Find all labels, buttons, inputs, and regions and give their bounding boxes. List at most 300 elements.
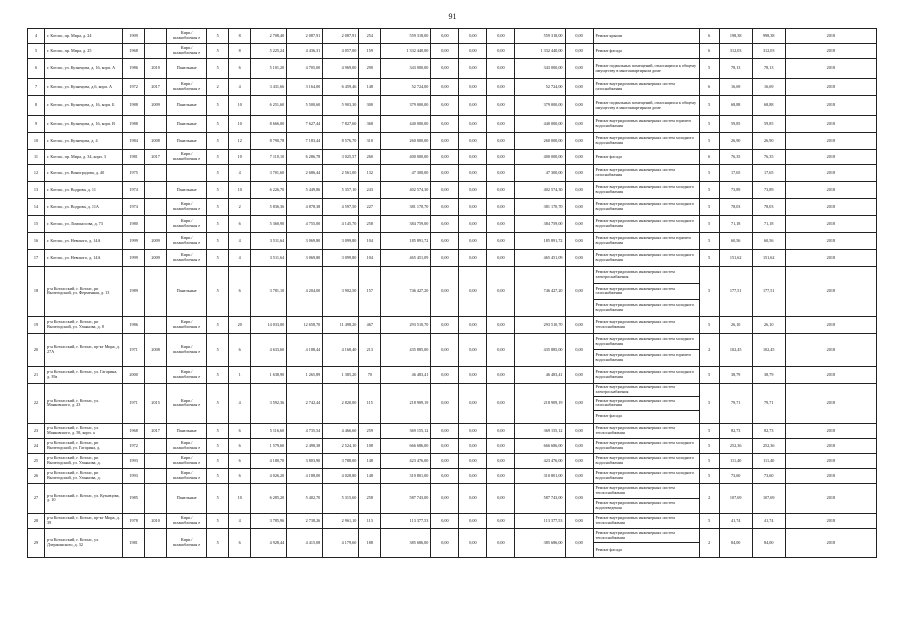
work-type-cell: Ремонт внутридомовых инженерных систем холодного водоснабжения bbox=[593, 250, 699, 267]
max-unit-cost-cell: 60,56 bbox=[752, 233, 785, 250]
work-type-cell: Ремонт внутридомовых инженерных систем теплоснабжения bbox=[593, 528, 699, 543]
floors-cell: 5 bbox=[207, 133, 229, 150]
repair-type-code-cell: 6 bbox=[699, 79, 719, 96]
repair-cost-cell: 402 574,30 bbox=[381, 182, 431, 199]
floors-cell: 5 bbox=[207, 316, 229, 333]
federal-fund-cell: 0,00 bbox=[431, 316, 459, 333]
entrances-cell: 4 bbox=[229, 250, 251, 267]
address-cell: г. Котлас, ул. Невского, д. 14А bbox=[45, 250, 123, 267]
renovation-year-cell bbox=[145, 528, 167, 557]
total-area-cell: 4 026,20 bbox=[251, 468, 287, 483]
owners-funds-cell: 113 377,53 bbox=[515, 513, 565, 528]
local-budget-cell: 0,00 bbox=[487, 29, 515, 44]
total-area-cell: 5 836,36 bbox=[251, 199, 287, 216]
owned-area-cell: 3 099,80 bbox=[323, 250, 359, 267]
work-type-cell: Ремонт внутридомовых инженерных систем теплоснабжения bbox=[593, 483, 699, 498]
owners-funds-cell: 402 574,30 bbox=[515, 182, 565, 199]
max-unit-cost-cell: 59,85 bbox=[752, 116, 785, 133]
owned-area-cell: 4 179,60 bbox=[323, 528, 359, 557]
regional-budget-cell: 0,00 bbox=[459, 383, 487, 423]
owned-area-cell: 7 827,60 bbox=[323, 116, 359, 133]
repair-cost-cell: 218 909,19 bbox=[381, 383, 431, 423]
renovation-year-cell: 2009 bbox=[145, 233, 167, 250]
renovation-year-cell bbox=[145, 267, 167, 317]
row-number-cell: 13 bbox=[28, 182, 45, 199]
repair-cost-cell: 185 891,72 bbox=[381, 233, 431, 250]
local-budget-cell: 0,00 bbox=[487, 59, 515, 79]
repair-cost-cell: 46 483,41 bbox=[381, 366, 431, 383]
wall-material-cell: Панельные bbox=[167, 116, 207, 133]
other-funds-cell: 0,00 bbox=[565, 59, 593, 79]
local-budget-cell: 0,00 bbox=[487, 116, 515, 133]
address-cell: р-н Котласский, г. Котлас, рп Вычегодский, ул. Ульянова, д. 8 bbox=[45, 316, 123, 333]
owned-area-cell: 11 498,20 bbox=[323, 316, 359, 333]
federal-fund-cell: 0,00 bbox=[431, 44, 459, 59]
work-type-cell: Ремонт внутридомовых инженерных систем холодного водоснабжения bbox=[593, 182, 699, 199]
max-unit-cost-cell: 68,88 bbox=[752, 96, 785, 116]
living-area-cell: 4 188,44 bbox=[287, 333, 323, 366]
build-year-cell: 1972 bbox=[123, 79, 145, 96]
table-row bbox=[28, 216, 877, 233]
repair-type-code-cell: 5 bbox=[699, 165, 719, 182]
entrances-cell: 6 bbox=[229, 528, 251, 557]
owners-funds-cell: 400 000,00 bbox=[515, 150, 565, 165]
living-area-cell: 6 286,78 bbox=[287, 150, 323, 165]
entrances-cell: 6 bbox=[229, 423, 251, 438]
row-number-cell: 18 bbox=[28, 267, 45, 317]
federal-fund-cell: 0,00 bbox=[431, 438, 459, 453]
renovation-year-cell: 2008 bbox=[145, 333, 167, 366]
row-number-cell: 15 bbox=[28, 216, 45, 233]
floors-cell: 5 bbox=[207, 199, 229, 216]
floors-cell: 5 bbox=[207, 29, 229, 44]
wall-material-cell: Панельные bbox=[167, 59, 207, 79]
residents-cell: 148 bbox=[359, 79, 381, 96]
living-area-cell: 4 735,54 bbox=[287, 423, 323, 438]
owned-area-cell: 4 168,40 bbox=[323, 333, 359, 366]
residents-cell: 243 bbox=[359, 182, 381, 199]
floors-cell: 5 bbox=[207, 96, 229, 116]
table-row bbox=[28, 453, 877, 468]
residents-cell: 115 bbox=[359, 383, 381, 423]
regional-budget-cell: 0,00 bbox=[459, 468, 487, 483]
total-area-cell: 5 101,20 bbox=[251, 59, 287, 79]
renovation-year-cell bbox=[145, 44, 167, 59]
work-type-cell: Ремонт внутридомовых инженерных систем горячего водоснабжения bbox=[593, 233, 699, 250]
unit-cost-cell: 41,74 bbox=[719, 513, 752, 528]
work-type-cell: Ремонт внутридомовых инженерных систем холодного водоснабжения bbox=[593, 438, 699, 453]
table-row bbox=[28, 468, 877, 483]
owners-funds-cell: 218 909,19 bbox=[515, 383, 565, 423]
local-budget-cell: 0,00 bbox=[487, 165, 515, 182]
table-row bbox=[28, 44, 877, 59]
row-number-cell: 7 bbox=[28, 79, 45, 96]
planned-year-cell: 2018 bbox=[785, 199, 876, 216]
wall-material-cell: Кирп./ шлакоблочны е bbox=[167, 199, 207, 216]
regional-budget-cell: 0,00 bbox=[459, 165, 487, 182]
other-funds-cell: 0,00 bbox=[565, 423, 593, 438]
floors-cell: 5 bbox=[207, 267, 229, 317]
entrances-cell: 20 bbox=[229, 316, 251, 333]
living-area-cell: 4 204,00 bbox=[287, 267, 323, 317]
total-area-cell: 14 033,00 bbox=[251, 316, 287, 333]
table-row bbox=[28, 182, 877, 199]
total-area-cell: 2 708,40 bbox=[251, 29, 287, 44]
wall-material-cell: Кирп./ шлакоблочны е bbox=[167, 366, 207, 383]
entrances-cell: 8 bbox=[229, 44, 251, 59]
build-year-cell: 1984 bbox=[123, 133, 145, 150]
residents-cell: 157 bbox=[359, 267, 381, 317]
entrances-cell: 6 bbox=[229, 333, 251, 366]
work-type-cell: Ремонт внутридомовых инженерных систем водоотведения bbox=[593, 498, 699, 513]
renovation-year-cell bbox=[145, 116, 167, 133]
entrances-cell: 10 bbox=[229, 116, 251, 133]
repair-cost-cell: 435 885,00 bbox=[381, 333, 431, 366]
repair-type-code-cell: 5 bbox=[699, 96, 719, 116]
planned-year-cell: 2018 bbox=[785, 483, 876, 513]
federal-fund-cell: 0,00 bbox=[431, 333, 459, 366]
wall-material-cell: Панельные bbox=[167, 182, 207, 199]
renovation-year-cell bbox=[145, 366, 167, 383]
local-budget-cell: 0,00 bbox=[487, 333, 515, 366]
federal-fund-cell: 0,00 bbox=[431, 29, 459, 44]
renovation-year-cell bbox=[145, 468, 167, 483]
address-cell: г. Котлас, ул. Водрова, д. 11 bbox=[45, 182, 123, 199]
build-year-cell: 1974 bbox=[123, 182, 145, 199]
row-number-cell: 4 bbox=[28, 29, 45, 44]
living-area-cell: 2 087,91 bbox=[287, 29, 323, 44]
repair-cost-cell: 293 510,70 bbox=[381, 316, 431, 333]
residents-cell: 104 bbox=[359, 233, 381, 250]
living-area-cell: 3 803,90 bbox=[287, 453, 323, 468]
build-year-cell: 1986 bbox=[123, 59, 145, 79]
repair-cost-cell: 1 332 440,00 bbox=[381, 44, 431, 59]
row-number-cell: 28 bbox=[28, 513, 45, 528]
living-area-cell: 5 449,86 bbox=[287, 182, 323, 199]
address-cell: г. Котлас, ул. Невского, д. 14А bbox=[45, 233, 123, 250]
repair-cost-cell: 746 427,20 bbox=[381, 267, 431, 317]
unit-cost-cell: 79,71 bbox=[719, 383, 752, 423]
work-type-cell: Ремонт фасада bbox=[593, 543, 699, 558]
address-cell: г. Котлас, пр. Мира, д. 24 bbox=[45, 29, 123, 44]
planned-year-cell: 2018 bbox=[785, 216, 876, 233]
planned-year-cell: 2018 bbox=[785, 316, 876, 333]
work-type-cell: Ремонт внутридомовых инженерных систем газоснабжения bbox=[593, 397, 699, 410]
max-unit-cost-cell: 151,62 bbox=[752, 250, 785, 267]
entrances-cell: 10 bbox=[229, 150, 251, 165]
build-year-cell: 1968 bbox=[123, 44, 145, 59]
capital-repair-table bbox=[27, 28, 877, 558]
repair-type-code-cell: 5 bbox=[699, 366, 719, 383]
table-row bbox=[28, 366, 877, 383]
owners-funds-cell: 440 000,00 bbox=[515, 116, 565, 133]
owners-funds-cell: 310 801,00 bbox=[515, 468, 565, 483]
living-area-cell: 3 164,00 bbox=[287, 79, 323, 96]
regional-budget-cell: 0,00 bbox=[459, 483, 487, 513]
table-row bbox=[28, 528, 877, 543]
floors-cell: 5 bbox=[207, 333, 229, 366]
build-year-cell: 1909 bbox=[123, 29, 145, 44]
owners-funds-cell: 185 891,72 bbox=[515, 233, 565, 250]
work-type-cell: Ремонт внутридомовых инженерных систем электроснабжения bbox=[593, 383, 699, 396]
floors-cell: 5 bbox=[207, 468, 229, 483]
local-budget-cell: 0,00 bbox=[487, 44, 515, 59]
regional-budget-cell: 0,00 bbox=[459, 366, 487, 383]
living-area-cell: 7 627,44 bbox=[287, 116, 323, 133]
other-funds-cell: 0,00 bbox=[565, 267, 593, 317]
table-row bbox=[28, 116, 877, 133]
repair-type-code-cell: 5 bbox=[699, 453, 719, 468]
row-number-cell: 5 bbox=[28, 44, 45, 59]
residents-cell: 148 bbox=[359, 453, 381, 468]
wall-material-cell: Кирп./ шлакоблочны е bbox=[167, 316, 207, 333]
table-row bbox=[28, 513, 877, 528]
table-row bbox=[28, 383, 877, 396]
build-year-cell: 1971 bbox=[123, 333, 145, 366]
living-area-cell: 3 069,80 bbox=[287, 233, 323, 250]
table-row bbox=[28, 250, 877, 267]
repair-type-code-cell: 5 bbox=[699, 513, 719, 528]
federal-fund-cell: 0,00 bbox=[431, 116, 459, 133]
build-year-cell: 1993 bbox=[123, 453, 145, 468]
planned-year-cell: 2018 bbox=[785, 250, 876, 267]
owned-area-cell: 1 385,20 bbox=[323, 366, 359, 383]
work-type-cell: Ремонт подвальных помещений, относящихся к общему имуществу в многоквартирном доме bbox=[593, 59, 699, 79]
entrances-cell: 4 bbox=[229, 233, 251, 250]
other-funds-cell: 0,00 bbox=[565, 438, 593, 453]
wall-material-cell: Панельные bbox=[167, 96, 207, 116]
unit-cost-cell: 198,38 bbox=[719, 29, 752, 44]
residents-cell: 104 bbox=[359, 250, 381, 267]
local-budget-cell: 0,00 bbox=[487, 423, 515, 438]
address-cell: р-н Котласский, г. Котлас, пр-кт Мира, д. 39 bbox=[45, 513, 123, 528]
unit-cost-cell: 177,51 bbox=[719, 267, 752, 317]
federal-fund-cell: 0,00 bbox=[431, 267, 459, 317]
owned-area-cell: 4 466,60 bbox=[323, 423, 359, 438]
unit-cost-cell: 16,69 bbox=[719, 79, 752, 96]
local-budget-cell: 0,00 bbox=[487, 468, 515, 483]
renovation-year-cell: 2010 bbox=[145, 513, 167, 528]
owned-area-cell: 5 903,30 bbox=[323, 96, 359, 116]
other-funds-cell: 0,00 bbox=[565, 528, 593, 557]
wall-material-cell: Кирп./ шлакоблочны е bbox=[167, 383, 207, 423]
regional-budget-cell: 0,00 bbox=[459, 199, 487, 216]
total-area-cell: 4 633,60 bbox=[251, 333, 287, 366]
max-unit-cost-cell: 26,90 bbox=[752, 133, 785, 150]
regional-budget-cell: 0,00 bbox=[459, 267, 487, 317]
owned-area-cell: 6 459,46 bbox=[323, 79, 359, 96]
work-type-cell: Ремонт фасада bbox=[593, 410, 699, 423]
entrances-cell: 8 bbox=[229, 29, 251, 44]
residents-cell: 258 bbox=[359, 483, 381, 513]
unit-cost-cell: 312,03 bbox=[719, 44, 752, 59]
repair-type-code-cell: 2 bbox=[699, 333, 719, 366]
total-area-cell: 4 180,70 bbox=[251, 453, 287, 468]
address-cell: р-н Котласский, г. Котлас, рп Вычегодский, ул. Ульянова, д. bbox=[45, 468, 123, 483]
address-cell: г. Котлас, ул. Кузнецова, д. 16, корп. В bbox=[45, 116, 123, 133]
entrances-cell: 6 bbox=[229, 216, 251, 233]
federal-fund-cell: 0,00 bbox=[431, 233, 459, 250]
total-area-cell: 3 592,36 bbox=[251, 383, 287, 423]
local-budget-cell: 0,00 bbox=[487, 199, 515, 216]
owners-funds-cell: 465 451,09 bbox=[515, 250, 565, 267]
total-area-cell: 1 638,90 bbox=[251, 366, 287, 383]
federal-fund-cell: 0,00 bbox=[431, 96, 459, 116]
residents-cell: 227 bbox=[359, 199, 381, 216]
entrances-cell: 6 bbox=[229, 468, 251, 483]
table-row bbox=[28, 199, 877, 216]
local-budget-cell: 0,00 bbox=[487, 79, 515, 96]
residents-cell: 290 bbox=[359, 59, 381, 79]
federal-fund-cell: 0,00 bbox=[431, 383, 459, 423]
wall-material-cell: Кирп./ шлакоблочны е bbox=[167, 44, 207, 59]
row-number-cell: 23 bbox=[28, 423, 45, 438]
work-type-cell: Ремонт внутридомовых инженерных систем горячего водоснабжения bbox=[593, 116, 699, 133]
work-type-cell: Ремонт внутридомовых инженерных систем теплоснабжения bbox=[593, 513, 699, 528]
living-area-cell: 2 738,26 bbox=[287, 513, 323, 528]
total-area-cell: 6 251,60 bbox=[251, 96, 287, 116]
planned-year-cell: 2018 bbox=[785, 79, 876, 96]
row-number-cell: 26 bbox=[28, 468, 45, 483]
regional-budget-cell: 0,00 bbox=[459, 96, 487, 116]
address-cell: г. Котлас, ул. Виноградова, д. 40 bbox=[45, 165, 123, 182]
renovation-year-cell bbox=[145, 165, 167, 182]
regional-budget-cell: 0,00 bbox=[459, 59, 487, 79]
living-area-cell: 4 878,38 bbox=[287, 199, 323, 216]
max-unit-cost-cell: 71,18 bbox=[752, 216, 785, 233]
federal-fund-cell: 0,00 bbox=[431, 182, 459, 199]
repair-type-code-cell: 5 bbox=[699, 267, 719, 317]
planned-year-cell: 2018 bbox=[785, 59, 876, 79]
row-number-cell: 14 bbox=[28, 199, 45, 216]
regional-budget-cell: 0,00 bbox=[459, 316, 487, 333]
repair-type-code-cell: 5 bbox=[699, 133, 719, 150]
build-year-cell: 1974 bbox=[123, 199, 145, 216]
owners-funds-cell: 369 155,12 bbox=[515, 423, 565, 438]
renovation-year-cell: 2010 bbox=[145, 59, 167, 79]
entrances-cell: 6 bbox=[229, 438, 251, 453]
other-funds-cell: 0,00 bbox=[565, 165, 593, 182]
repair-type-code-cell: 5 bbox=[699, 59, 719, 79]
max-unit-cost-cell: 16,69 bbox=[752, 79, 785, 96]
owned-area-cell: 3 025,57 bbox=[323, 150, 359, 165]
regional-budget-cell: 0,00 bbox=[459, 453, 487, 468]
repair-cost-cell: 440 000,00 bbox=[381, 116, 431, 133]
repair-cost-cell: 400 000,00 bbox=[381, 150, 431, 165]
row-number-cell: 27 bbox=[28, 483, 45, 513]
unit-cost-cell: 26,10 bbox=[719, 316, 752, 333]
address-cell: р-н Котласский, г. Котлас, ул. Дзержинского, д. 32 bbox=[45, 528, 123, 557]
entrances-cell: 10 bbox=[229, 483, 251, 513]
repair-type-code-cell: 2 bbox=[699, 528, 719, 557]
living-area-cell: 3 069,80 bbox=[287, 250, 323, 267]
unit-cost-cell: 111,40 bbox=[719, 453, 752, 468]
work-type-cell: Ремонт внутридомовых инженерных систем холодного водоснабжения bbox=[593, 199, 699, 216]
renovation-year-cell: 2009 bbox=[145, 250, 167, 267]
regional-budget-cell: 0,00 bbox=[459, 513, 487, 528]
federal-fund-cell: 0,00 bbox=[431, 366, 459, 383]
planned-year-cell: 2018 bbox=[785, 438, 876, 453]
living-area-cell: 5 402,70 bbox=[287, 483, 323, 513]
repair-type-code-cell: 5 bbox=[699, 316, 719, 333]
entrances-cell: 10 bbox=[229, 96, 251, 116]
floors-cell: 5 bbox=[207, 182, 229, 199]
regional-budget-cell: 0,00 bbox=[459, 182, 487, 199]
owned-area-cell: 5 315,60 bbox=[323, 483, 359, 513]
total-area-cell: 3 431,66 bbox=[251, 79, 287, 96]
unit-cost-cell: 38,79 bbox=[719, 366, 752, 383]
build-year-cell: 1988 bbox=[123, 116, 145, 133]
work-type-cell: Ремонт внутридомовых инженерных систем холодного водоснабжения bbox=[593, 133, 699, 150]
owners-funds-cell: 47 300,00 bbox=[515, 165, 565, 182]
max-unit-cost-cell: 107,69 bbox=[752, 483, 785, 513]
row-number-cell: 19 bbox=[28, 316, 45, 333]
total-area-cell: 5 225,24 bbox=[251, 44, 287, 59]
local-budget-cell: 0,00 bbox=[487, 150, 515, 165]
table-row bbox=[28, 423, 877, 438]
unit-cost-cell: 252,36 bbox=[719, 438, 752, 453]
regional-budget-cell: 0,00 bbox=[459, 216, 487, 233]
living-area-cell: 4 188,00 bbox=[287, 468, 323, 483]
wall-material-cell: Панельные bbox=[167, 483, 207, 513]
repair-type-code-cell: 5 bbox=[699, 216, 719, 233]
build-year-cell: 1999 bbox=[123, 250, 145, 267]
floors-cell: 5 bbox=[207, 423, 229, 438]
planned-year-cell: 2018 bbox=[785, 133, 876, 150]
table-row bbox=[28, 165, 877, 182]
address-cell: г. Котлас, ул. Водрова, д. 11А bbox=[45, 199, 123, 216]
max-unit-cost-cell: 17,65 bbox=[752, 165, 785, 182]
planned-year-cell: 2018 bbox=[785, 453, 876, 468]
renovation-year-cell: 2009 bbox=[145, 96, 167, 116]
repair-type-code-cell: 5 bbox=[699, 423, 719, 438]
repair-type-code-cell: 6 bbox=[699, 29, 719, 44]
table-row bbox=[28, 96, 877, 116]
wall-material-cell: Панельные bbox=[167, 423, 207, 438]
table-row bbox=[28, 150, 877, 165]
owned-area-cell: 4 057,00 bbox=[323, 44, 359, 59]
row-number-cell: 24 bbox=[28, 438, 45, 453]
renovation-year-cell bbox=[145, 29, 167, 44]
repair-cost-cell: 113 377,53 bbox=[381, 513, 431, 528]
repair-cost-cell: 384 759,00 bbox=[381, 216, 431, 233]
owners-funds-cell: 384 759,00 bbox=[515, 216, 565, 233]
living-area-cell: 4 436,31 bbox=[287, 44, 323, 59]
unit-cost-cell: 78,13 bbox=[719, 59, 752, 79]
unit-cost-cell: 84,00 bbox=[719, 528, 752, 557]
unit-cost-cell: 76,35 bbox=[719, 150, 752, 165]
wall-material-cell: Кирп./ шлакоблочны е bbox=[167, 333, 207, 366]
floors-cell: 5 bbox=[207, 483, 229, 513]
regional-budget-cell: 0,00 bbox=[459, 250, 487, 267]
living-area-cell: 4 415,08 bbox=[287, 528, 323, 557]
living-area-cell: 1 265,89 bbox=[287, 366, 323, 383]
wall-material-cell: Панельные bbox=[167, 267, 207, 317]
local-budget-cell: 0,00 bbox=[487, 267, 515, 317]
planned-year-cell: 2018 bbox=[785, 513, 876, 528]
other-funds-cell: 0,00 bbox=[565, 29, 593, 44]
owned-area-cell: 2 820,00 bbox=[323, 383, 359, 423]
address-cell: г. Котлас, ул. Кузнецова, д. 16, корп. А bbox=[45, 59, 123, 79]
wall-material-cell: Кирп./ шлакоблочны е bbox=[167, 150, 207, 165]
other-funds-cell: 0,00 bbox=[565, 116, 593, 133]
wall-material-cell: Кирп./ шлакоблочны е bbox=[167, 453, 207, 468]
other-funds-cell: 0,00 bbox=[565, 366, 593, 383]
build-year-cell: 1978 bbox=[123, 513, 145, 528]
repair-type-code-cell: 5 bbox=[699, 182, 719, 199]
planned-year-cell: 2018 bbox=[785, 267, 876, 317]
address-cell: р-н Котласский, г. Котлас, рп Вычегодский, ул. Ферменная, д. 13 bbox=[45, 267, 123, 317]
